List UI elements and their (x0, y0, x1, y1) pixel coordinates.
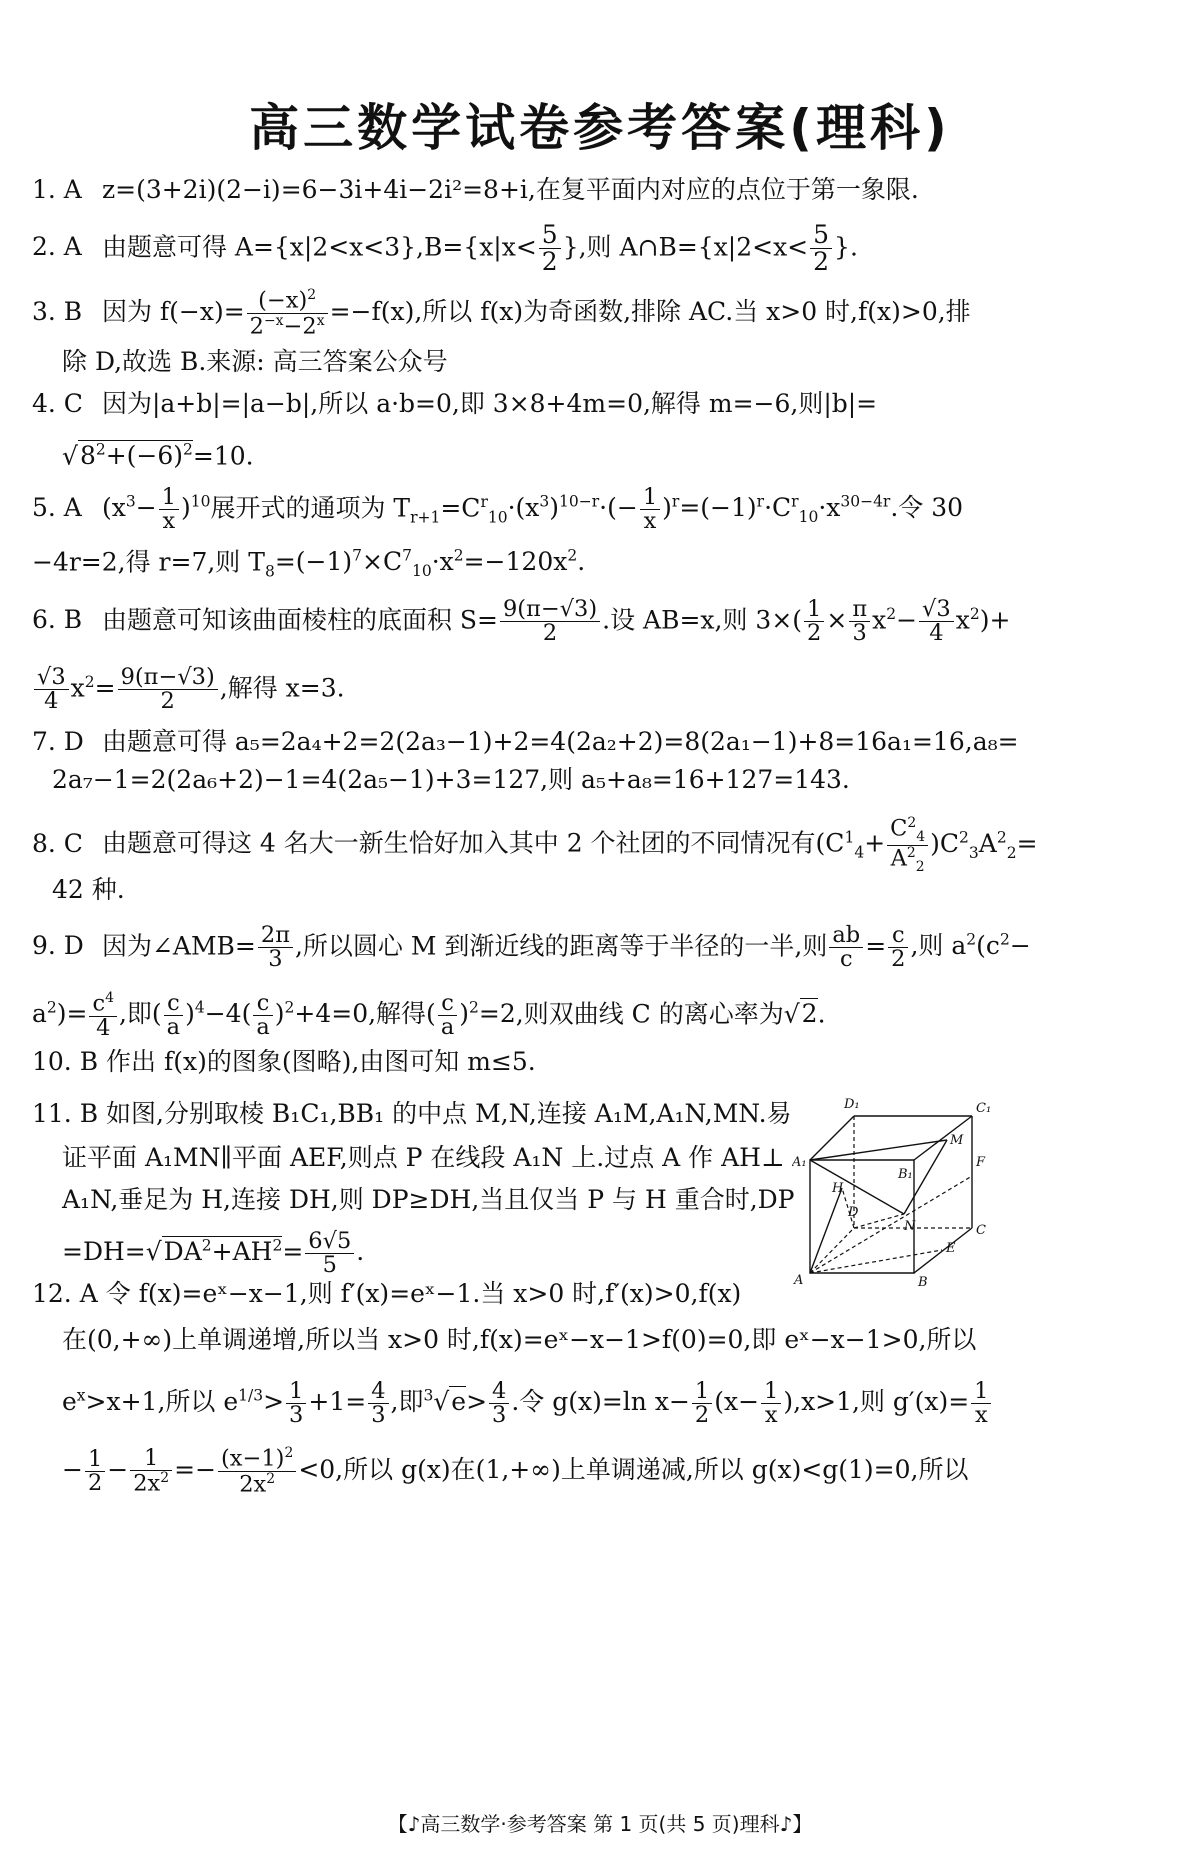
fraction: $\frac{(-x)^2}{2^{-x}-2^x}$ (247, 288, 328, 339)
math-expr: √2. (783, 999, 826, 1029)
page-footer: 【♪高三数学·参考答案 第 1 页(共 5 页)理科♪】 (387, 1812, 813, 1836)
answer-6: 6. B 由题意可知该曲面棱柱的底面积 S= $\frac{9(\pi-√3)}{2}$ .设 AB=x,则 3×( $\frac{1}{2}$ × $\frac{\pi}{3}$ $x^2-$ $\frac{√3}{4}$ $x^2)+$ (32, 595, 1011, 647)
solution-text: 展开式的通项为 T (210, 493, 411, 523)
label-a: A (794, 1273, 804, 1288)
fraction: $\frac{√3}{4}$ (34, 666, 69, 714)
item-number: 9. D (32, 931, 84, 961)
label-h: H (832, 1181, 844, 1196)
fraction: $\frac{c}{2}$ (888, 924, 908, 972)
label-b1: B₁ (898, 1167, 913, 1182)
label-b: B (918, 1275, 928, 1288)
solution-text: =C (440, 493, 481, 523)
solution-text: =−f(x),所以 f(x)为奇函数,排除 AC.当 x>0 时,f(x)>0,排 (329, 297, 971, 327)
cube-figure (792, 1088, 1002, 1288)
answer-12-cont (62, 1446, 1200, 1497)
solution-text: 除 D,故选 B.来源: 高三答案公众号 (62, 347, 448, 376)
solution-text: ,解得 x=3. (219, 673, 345, 703)
solution-text: 令 f(x)=eˣ−x−1,则 f′(x)=eˣ−1.当 x>0 时,f′(x)>0,f(x) (105, 1279, 742, 1308)
answer-9: 9. D 因为∠AMB= $\frac{2\pi}{3}$ ,所以圆心 M 到渐近线的距离等于半径的一半,则 $\frac{ab}{c}$ = $\frac{c}{2}$ ,则 $a^2(c^2-$ (32, 921, 1031, 973)
solution-text: ,则双曲线 C 的离心率为 (515, 999, 784, 1029)
solution-text: 因为 f(−x)= (101, 297, 245, 327)
item-number: 2. A (32, 232, 82, 262)
item-number: 1. A (32, 175, 82, 204)
answer-12-cont (62, 1322, 1200, 1358)
fraction: $\frac{ab}{c}$ (829, 924, 863, 972)
label-e: E (946, 1241, 956, 1256)
fraction: $\frac{C^2_4}{A^2_2}$ (887, 816, 928, 874)
fraction: $\frac{\pi}{3}$ (849, 598, 870, 646)
label-c1: C₁ (976, 1101, 992, 1116)
fraction: $\frac{1}{2}$ (804, 598, 824, 646)
item-number: 8. C (32, 828, 83, 858)
label-f: F (976, 1155, 986, 1170)
label-n: N (904, 1219, 916, 1234)
answer-3 (32, 288, 1172, 339)
answer-8: 8. C 由题意可得这 4 名大一新生恰好加入其中 2 个社团的不同情况有($C^1_4+$ $\frac{C^2_4}{A^2_2}$ )$C^2_3A^2_2=$ (32, 815, 1038, 875)
math-expr: ,则 $a^2(c^2-$ (910, 931, 1031, 961)
answer-11-cont (62, 1182, 1200, 1218)
answer-5-cont: −4r=2,得 r=7,则 $T_8=(-1)^7\times C^7_{10}\cdot x^2=-120x^2$. (32, 547, 586, 581)
solution-text: 如图,分别取棱 B₁C₁,BB₁ 的中点 M,N,连接 A₁M,A₁N,MN.易 (106, 1099, 792, 1128)
item-number: 5. A (32, 493, 82, 523)
answer-2 (32, 222, 1172, 276)
solution-text: 由题意可得这 4 名大一新生恰好加入其中 2 个社团的不同情况有(C (101, 828, 845, 858)
label-d1: D₁ (844, 1097, 860, 1112)
item-number: 12. A (32, 1279, 98, 1308)
fraction: $\frac{5}{2}$ (810, 222, 832, 276)
math-expr: $=(-1)^7\times C^7_{10}\cdot x^2=-120x^2$. (274, 547, 586, 581)
fraction: $\frac{9(\pi-√3)}{2}$ (118, 666, 218, 714)
solution-text: 由题意可得 a₅=2a₄+2=2(2a₃−1)+2=4(2a₂+2)=8(2a₁−1)+8=16a₁=16,a₈= (101, 727, 1019, 756)
sqrt-expr: $√8^2+(-6)^2$ (62, 441, 193, 471)
item-number: 6. B (32, 605, 83, 635)
label-d: D (848, 1205, 859, 1220)
fraction: $\frac{2\pi}{3}$ (258, 924, 293, 972)
math-expr: $=DH=√DA^2+AH^2=$ $\frac{6√5}{5}$ . (62, 1227, 365, 1279)
answer-4 (32, 386, 1172, 422)
item-number: 3. B (32, 297, 83, 327)
solution-text: 2a₇−1=2(2a₆+2)−1=4(2a₅−1)+3=127,则 a₅+a₈=16+127=143. (52, 765, 850, 794)
answer-12 (32, 1276, 1172, 1312)
answer-3-cont (62, 344, 1200, 380)
solution-text: A₁N,垂足为 H,连接 DH,则 DP≥DH,当且仅当 P 与 H 重合时,DP (62, 1185, 795, 1214)
fraction: $\frac{√3}{4}$ (919, 598, 954, 646)
solution-text: 由题意可得 A={x|2<x<3},B={x|x< (101, 232, 537, 262)
answer-1 (32, 172, 1172, 208)
math-expr: ($x^3-$ $\frac{1}{x}$ )$^{10}$ (101, 483, 211, 535)
solution-text: z=(3+2i)(2−i)=6−3i+4i−2i²=8+i,在复平面内对应的点位于第一象限. (101, 175, 919, 204)
label-a1: A₁ (792, 1155, 807, 1170)
answer-5: 5. A ($x^3-$ $\frac{1}{x}$ )$^{10}$展开式的通项为 $T_{r+1}=C^r_{10}\cdot(x^3)^{10-r}\cdot(-$ $\frac{1}{x}$ )$^r=(-1)^r\cdot C^r_{10}\cdot x^{30-4r}$.令 30 (32, 483, 964, 535)
answer-10 (32, 1044, 1172, 1080)
solution-text: =10. (192, 441, 254, 471)
solution-text: ,所以圆心 M 到渐近线的距离等于半径的一半,则 (294, 931, 828, 961)
solution-text: <0,所以 g(x)在(1,+∞)上单调递减,所以 g(x)<g(1)=0,所以 (298, 1455, 969, 1485)
solution-text: 作出 f(x)的图象(图略),由图可知 m≤5. (106, 1047, 536, 1076)
fraction: $\frac{5}{2}$ (539, 222, 561, 276)
item-number: 10. B (32, 1047, 99, 1076)
solution-text: −4r=2,得 r=7,则 T (32, 547, 265, 577)
item-number: 4. C (32, 389, 83, 418)
label-m: M (950, 1133, 964, 1148)
solution-text: 因为|a+b|=|a−b|,所以 a·b=0,即 3×8+4m=0,解得 m=−6,则|b|= (101, 389, 878, 418)
solution-text: 由题意可知该曲面棱柱的底面积 S= (101, 605, 498, 635)
solution-text: .设 AB=x,则 3×( (602, 605, 803, 635)
answer-7 (32, 724, 1172, 760)
math-expr: $a^2)=$ $\frac{c^4}{4}$ ,即( $\frac{c}{a}$ )$^4$−4( $\frac{c}{a}$ )$^2$+4=0,解得( $\frac{c}{a}$ )$^2$=2 (32, 989, 516, 1042)
answer-4-cont (62, 432, 1200, 474)
fraction: $\frac{9(\pi-√3)}{2}$ (500, 598, 600, 646)
answer-8-cont (52, 872, 1192, 908)
answer-6-cont: $\frac{√3}{4}$ $x^2=$ $\frac{9(\pi-√3)}{2}$ ,解得 x=3. (32, 664, 1172, 714)
item-number: 11. B (32, 1099, 99, 1128)
solution-text: },则 A∩B={x|2<x< (562, 232, 809, 262)
solution-text: 在(0,+∞)上单调递增,所以当 x>0 时,f(x)=eˣ−x−1>f(0)=0,即 eˣ−x−1>0,所以 (62, 1325, 977, 1354)
answer-9-cont (32, 990, 1172, 1041)
answer-12-cont (62, 1378, 1200, 1428)
math-expr: − $\frac{1}{2}$ − $\frac{1}{2x^2}$ =− $\frac{(x-1)^2}{2x^2}$ (62, 1455, 298, 1484)
math-expr: $\cdot(x^3)^{10-r}\cdot(-$ $\frac{1}{x}$ )$^r=(-1)^r\cdot C^r_{10}\cdot x^{30-4r}$.令 30 (507, 483, 964, 535)
solution-text: 42 种. (52, 875, 125, 904)
answer-7-cont (52, 762, 1192, 798)
solution-text: 证平面 A₁MN∥平面 AEF,则点 P 在线段 A₁N 上.过点 A 作 AH⊥ (62, 1143, 785, 1172)
answer-11-cont (62, 1140, 1200, 1176)
answer-11-cont (62, 1228, 1200, 1278)
math-expr: $e^x>x+1$,所以 $e^{1/3}>$ $\frac{1}{3}$ +1= $\frac{4}{3}$ ,即$^3$√e> $\frac{4}{3}$ .令 g(x)=ln x− $\frac{1}{2}$ (x− $\frac{1}{x}$ ),x>1,则 g′(x)= $\frac{1}{x}$ (62, 1387, 993, 1416)
page-title: 高三数学试卷参考答案(理科) (249, 99, 951, 157)
solution-text: 因为∠AMB= (101, 931, 256, 961)
solution-text: }. (834, 232, 858, 262)
item-number: 7. D (32, 727, 84, 756)
label-c: C (976, 1223, 986, 1238)
math-expr: )$C^2_3A^2_2=$ (930, 828, 1038, 862)
